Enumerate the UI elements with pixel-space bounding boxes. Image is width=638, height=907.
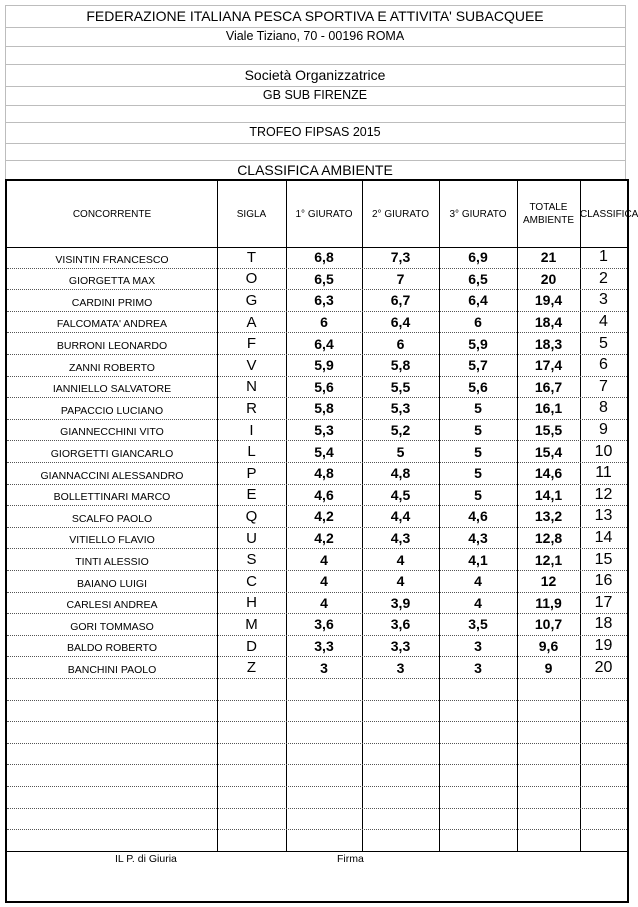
cell-rank: 16 — [594, 572, 613, 590]
cell-g2: 4,8 — [390, 465, 411, 482]
empty-row — [7, 701, 627, 723]
table-row — [7, 593, 627, 615]
cell-sigla: R — [246, 399, 257, 417]
cell-sigla: E — [246, 486, 257, 504]
cell-rank: 2 — [599, 269, 608, 287]
cell-tot: 12 — [540, 573, 557, 590]
cell-rank: 8 — [599, 399, 608, 417]
cell-sigla: O — [245, 270, 258, 288]
cell-sigla: S — [246, 551, 257, 569]
classification-title: CLASSIFICA AMBIENTE — [237, 162, 393, 178]
cell-g2: 4,5 — [390, 486, 411, 503]
cell-rank: 15 — [594, 550, 613, 568]
cell-sigla: H — [246, 594, 257, 612]
cell-rank: 9 — [599, 421, 608, 439]
cell-sigla: G — [245, 291, 258, 309]
organizer-name: GB SUB FIRENZE — [262, 88, 368, 102]
cell-sigla: P — [246, 464, 257, 482]
cell-g3: 5 — [474, 422, 482, 439]
cell-sigla: T — [246, 248, 257, 266]
cell-tot: 10,7 — [534, 616, 563, 633]
event-title: TROFEO FIPSAS 2015 — [249, 125, 381, 139]
cell-g3: 6,4 — [468, 292, 488, 309]
cell-tot: 21 — [540, 249, 557, 266]
cell-rank: 12 — [594, 485, 613, 503]
cell-sigla: Z — [246, 659, 257, 677]
cell-g1: 4,6 — [314, 486, 334, 503]
cell-g1: 6,4 — [314, 335, 334, 352]
header-giurato-1: 1° GIURATO — [295, 208, 353, 220]
cell-tot: 18,3 — [534, 335, 563, 352]
cell-g3: 5 — [474, 486, 482, 503]
signature-label: Firma — [337, 853, 364, 865]
cell-rank: 4 — [599, 313, 608, 331]
table-row — [7, 636, 627, 658]
empty-row — [7, 765, 627, 787]
cell-name: BANCHINI PAOLO — [67, 663, 157, 676]
cell-sigla: D — [246, 637, 257, 655]
table-row — [7, 614, 627, 636]
cell-g2: 7,3 — [390, 249, 411, 266]
cell-g2: 3 — [396, 659, 405, 676]
cell-g3: 6,5 — [468, 270, 488, 287]
cell-g3: 4 — [474, 594, 482, 611]
header-divider — [5, 105, 625, 106]
cell-tot: 16,1 — [534, 400, 563, 417]
cell-g1: 3 — [320, 659, 328, 676]
cell-g3: 5,6 — [468, 378, 488, 395]
cell-rank: 5 — [599, 334, 608, 352]
header-giurato-3: 3° GIURATO — [449, 208, 507, 220]
header-concorrente: CONCORRENTE — [72, 208, 152, 220]
cell-sigla: C — [246, 572, 257, 590]
cell-g2: 5,3 — [390, 400, 411, 417]
table-row — [7, 377, 627, 399]
cell-name: ZANNI ROBERTO — [69, 361, 155, 374]
empty-row — [7, 809, 627, 831]
cell-g2: 4,4 — [390, 508, 411, 525]
cell-rank: 10 — [594, 442, 613, 460]
cell-g3: 4,1 — [468, 551, 488, 568]
cell-tot: 13,2 — [534, 508, 563, 525]
cell-g1: 4 — [320, 573, 328, 590]
cell-tot: 14,1 — [534, 486, 563, 503]
cell-name: GIANNACCINI ALESSANDRO — [40, 469, 184, 482]
empty-row — [7, 722, 627, 744]
cell-g1: 4,2 — [314, 530, 334, 547]
header-classifica: CLASSIFICA — [580, 208, 638, 220]
table-row — [7, 441, 627, 463]
cell-g3: 6 — [474, 314, 482, 331]
cell-g3: 5,9 — [468, 335, 488, 352]
cell-name: FALCOMATA' ANDREA — [56, 318, 168, 331]
cell-g3: 4,3 — [468, 530, 488, 547]
cell-g1: 6,3 — [314, 292, 334, 309]
cell-rank: 7 — [599, 377, 608, 395]
cell-name: GIORGETTA MAX — [68, 275, 156, 288]
table-row — [7, 549, 627, 571]
cell-name: GIORGETTI GIANCARLO — [50, 447, 174, 460]
cell-sigla: U — [246, 529, 257, 547]
cell-name: CARDINI PRIMO — [71, 296, 153, 309]
cell-name: GORI TOMMASO — [70, 620, 154, 633]
table-row — [7, 333, 627, 355]
cell-tot: 19,4 — [534, 292, 563, 309]
cell-name: TINTI ALESSIO — [75, 555, 149, 568]
cell-g3: 3 — [474, 659, 482, 676]
cell-name: BOLLETTINARI MARCO — [53, 491, 171, 504]
header-divider — [5, 160, 625, 161]
empty-row — [7, 744, 627, 766]
cell-g1: 4,8 — [314, 465, 334, 482]
ranking-table — [5, 179, 638, 903]
cell-rank: 14 — [594, 529, 613, 547]
table-row — [7, 528, 627, 550]
cell-g2: 6,4 — [390, 314, 411, 331]
cell-g1: 4 — [320, 594, 328, 611]
cell-g3: 6,9 — [468, 249, 488, 266]
cell-g2: 5,2 — [390, 422, 411, 439]
cell-g1: 5,4 — [314, 443, 334, 460]
cell-g1: 6,5 — [314, 270, 334, 287]
address: Viale Tiziano, 70 - 00196 ROMA — [225, 29, 405, 43]
cell-name: BURRONI LEONARDO — [56, 339, 168, 352]
cell-g1: 4 — [320, 551, 328, 568]
cell-g1: 3,3 — [314, 638, 334, 655]
cell-g3: 4,6 — [468, 508, 488, 525]
header-border — [5, 5, 625, 6]
cell-tot: 9 — [544, 659, 553, 676]
cell-rank: 19 — [594, 637, 613, 655]
cell-sigla: Q — [245, 507, 258, 525]
cell-g1: 6,8 — [314, 249, 334, 266]
table-row — [7, 463, 627, 485]
cell-g3: 3 — [474, 638, 482, 655]
cell-g2: 3,3 — [390, 638, 411, 655]
federation-title: FEDERAZIONE ITALIANA PESCA SPORTIVA E ATTIVITA' SUBACQUEE — [86, 8, 544, 24]
cell-tot: 17,4 — [534, 357, 563, 374]
cell-name: PAPACCIO LUCIANO — [60, 404, 164, 417]
empty-row — [7, 787, 627, 809]
cell-g2: 6 — [396, 335, 405, 352]
cell-g3: 3,5 — [468, 616, 488, 633]
table-row — [7, 398, 627, 420]
cell-name: VISINTIN FRANCESCO — [55, 253, 169, 266]
cell-name: GIANNECCHINI VITO — [60, 426, 164, 439]
cell-g2: 4,3 — [390, 530, 411, 547]
table-row — [7, 420, 627, 442]
table-row — [7, 269, 627, 291]
cell-sigla: A — [246, 313, 257, 331]
cell-g2: 5 — [396, 443, 405, 460]
cell-g2: 4 — [396, 551, 405, 568]
cell-tot: 20 — [540, 270, 557, 287]
table-row — [7, 485, 627, 507]
cell-g3: 5 — [474, 400, 482, 417]
judge-label: IL P. di Giuria — [115, 853, 177, 865]
header-border-right — [625, 5, 626, 180]
cell-g1: 5,6 — [314, 378, 334, 395]
cell-g1: 3,6 — [314, 616, 334, 633]
cell-g2: 7 — [396, 270, 405, 287]
cell-sigla: I — [249, 421, 254, 439]
cell-tot: 18,4 — [534, 314, 563, 331]
empty-row — [7, 830, 627, 852]
table-row — [7, 571, 627, 593]
header-divider — [5, 27, 625, 28]
cell-g3: 4 — [474, 573, 482, 590]
cell-g1: 5,8 — [314, 400, 334, 417]
cell-name: BAIANO LUIGI — [76, 577, 148, 590]
cell-name: BALDO ROBERTO — [66, 642, 158, 655]
cell-tot: 9,6 — [538, 638, 559, 655]
cell-sigla: V — [246, 356, 257, 374]
header-divider — [5, 143, 625, 144]
cell-g3: 5 — [474, 465, 482, 482]
table-row — [7, 247, 627, 269]
cell-g3: 5 — [474, 443, 482, 460]
table-row — [7, 290, 627, 312]
cell-g3: 5,7 — [468, 357, 488, 374]
cell-g1: 6 — [320, 314, 328, 331]
cell-g2: 3,9 — [390, 594, 411, 611]
cell-rank: 3 — [599, 291, 608, 309]
cell-g1: 5,3 — [314, 422, 334, 439]
cell-sigla: N — [246, 378, 257, 396]
cell-name: SCALFO PAOLO — [71, 512, 153, 525]
footer-rule — [7, 851, 627, 852]
cell-tot: 12,8 — [534, 530, 563, 547]
header-totale: TOTALE AMBIENTE — [522, 202, 575, 226]
table-row — [7, 312, 627, 334]
header-divider — [5, 122, 625, 123]
cell-g1: 5,9 — [314, 357, 334, 374]
cell-tot: 15,4 — [534, 443, 563, 460]
header-giurato-2: 2° GIURATO — [372, 208, 429, 220]
header-divider — [5, 46, 625, 47]
cell-rank: 1 — [599, 248, 608, 266]
cell-sigla: M — [245, 615, 258, 633]
empty-row — [7, 679, 627, 701]
cell-tot: 14,6 — [534, 465, 563, 482]
cell-g1: 4,2 — [314, 508, 334, 525]
cell-rank: 13 — [594, 507, 613, 525]
cell-g2: 6,7 — [390, 292, 411, 309]
cell-g2: 3,6 — [390, 616, 411, 633]
header-sigla: SIGLA — [236, 208, 267, 220]
cell-tot: 12,1 — [534, 551, 563, 568]
cell-tot: 16,7 — [534, 378, 563, 395]
header-divider — [5, 86, 625, 87]
header-divider — [5, 64, 625, 65]
cell-tot: 15,5 — [534, 422, 563, 439]
cell-rank: 20 — [594, 658, 613, 676]
cell-name: IANNIELLO SALVATORE — [52, 383, 172, 396]
cell-tot: 11,9 — [535, 594, 562, 611]
cell-sigla: F — [246, 335, 257, 353]
cell-g2: 5,5 — [390, 378, 411, 395]
table-row — [7, 355, 627, 377]
organizer-label: Società Organizzatrice — [244, 67, 386, 83]
table-row — [7, 506, 627, 528]
cell-rank: 18 — [594, 615, 613, 633]
cell-sigla: L — [247, 443, 256, 461]
cell-rank: 11 — [595, 464, 612, 482]
cell-name: VITIELLO FLAVIO — [69, 534, 155, 547]
cell-rank: 17 — [594, 593, 613, 611]
cell-g2: 5,8 — [390, 357, 411, 374]
cell-rank: 6 — [599, 356, 608, 374]
cell-g2: 4 — [396, 573, 405, 590]
table-row — [7, 657, 627, 679]
cell-name: CARLESI ANDREA — [66, 599, 158, 612]
